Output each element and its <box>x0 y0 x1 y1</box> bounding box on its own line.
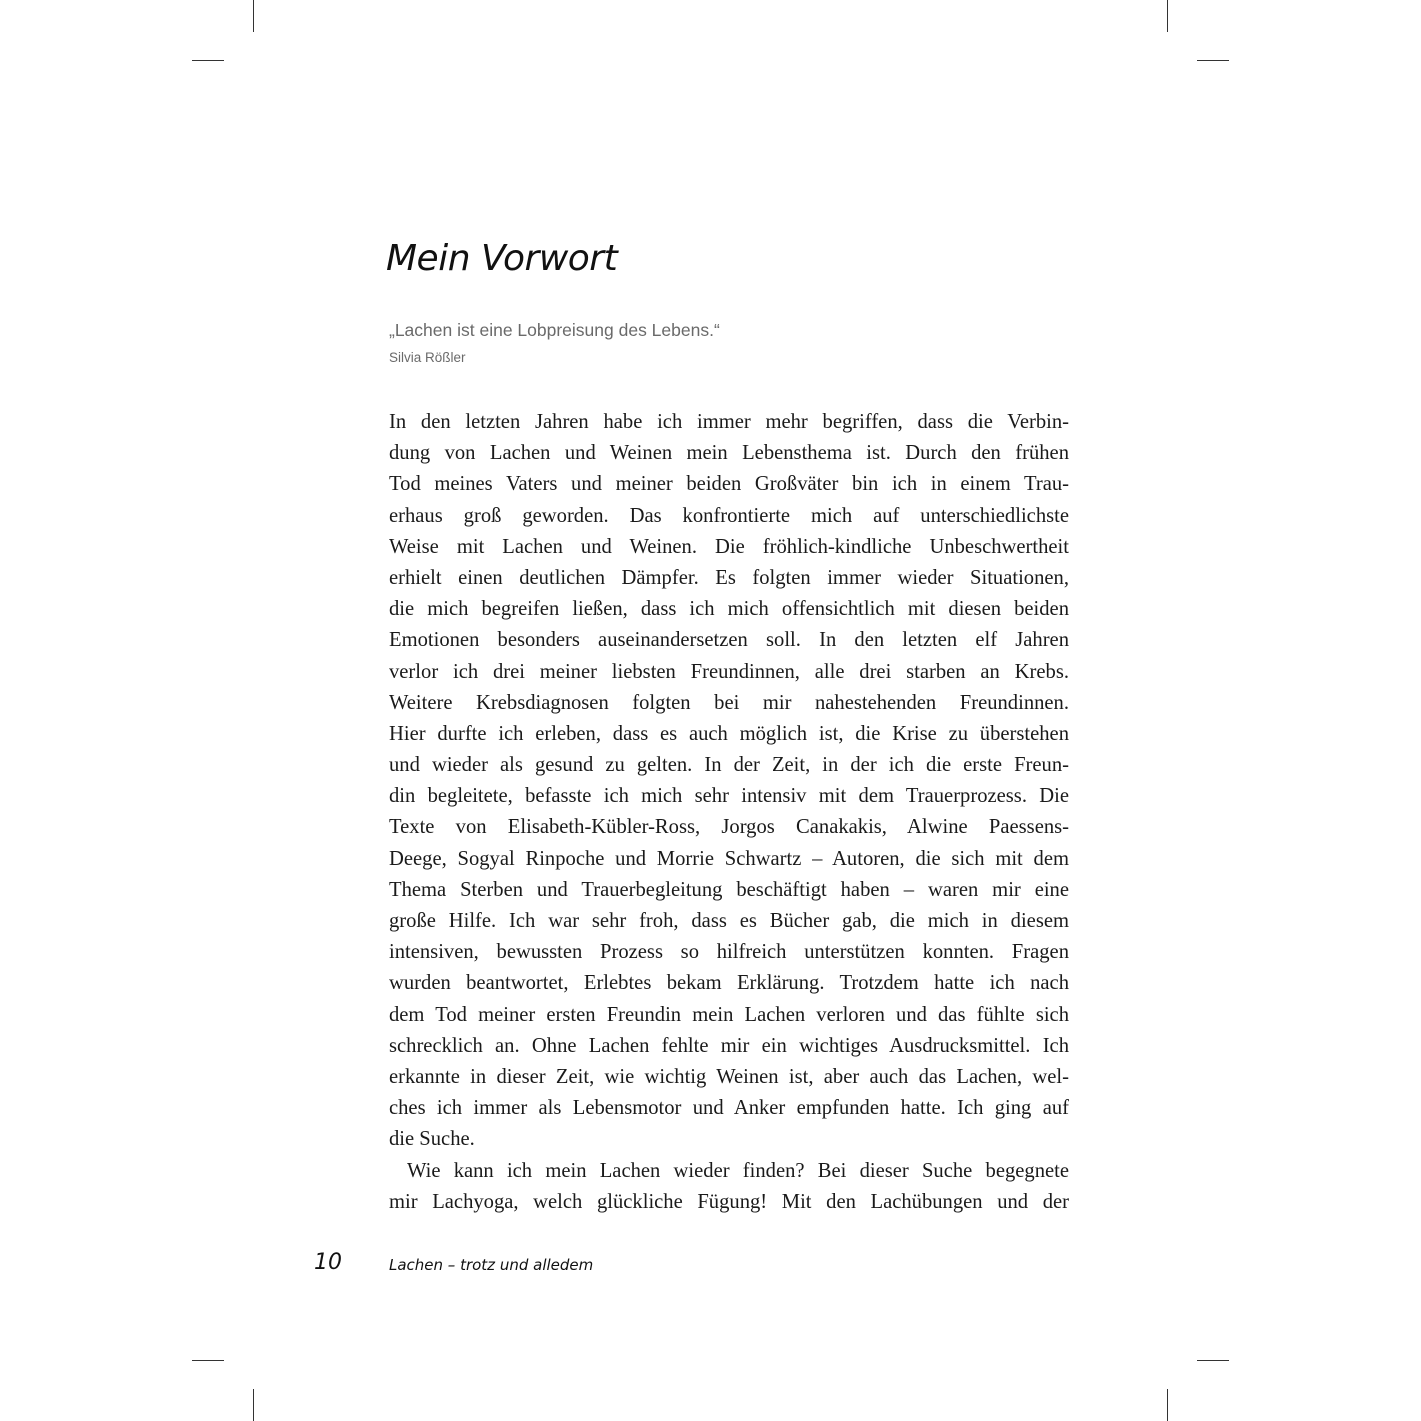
body-line: Thema Sterben und Trauerbegleitung beschäftigt haben – waren mir eine <box>389 878 1069 901</box>
body-line: Wie kann ich mein Lachen wieder finden? Bei dieser Suche begegnete <box>407 1159 1069 1182</box>
body-line: erkannte in dieser Zeit, wie wichtig Weinen ist, aber auch das Lachen, wel- <box>389 1065 1069 1088</box>
page-number: 10 <box>314 1250 342 1275</box>
body-line: Tod meines Vaters und meiner beiden Großväter bin ich in einem Trau- <box>389 473 1069 496</box>
body-line: Weitere Krebsdiagnosen folgten bei mir nahestehenden Freundinnen. <box>389 691 1069 714</box>
epigraph-author: Silvia Rößler <box>389 350 466 365</box>
body-line: erhielt einen deutlichen Dämpfer. Es folgten immer wieder Situationen, <box>389 566 1069 589</box>
page-title: Mein Vorwort <box>386 238 618 279</box>
body-line: Texte von Elisabeth-Kübler-Ross, Jorgos Canakakis, Alwine Paessens- <box>389 816 1069 839</box>
body-line: ches ich immer als Lebensmotor und Anker empfunden hatte. Ich ging auf <box>389 1097 1069 1120</box>
crop-mark-top-right <box>1197 60 1229 61</box>
body-text <box>389 407 1069 1218</box>
crop-mark-bottom-left <box>192 1360 224 1361</box>
body-line: große Hilfe. Ich war sehr froh, dass es Bücher gab, die mich in diesem <box>389 910 1069 932</box>
body-line: Weise mit Lachen und Weinen. Die fröhlich-kindliche Unbeschwertheit <box>389 535 1069 558</box>
body-line: In den letzten Jahren habe ich immer mehr begriffen, dass die Verbin- <box>389 411 1069 433</box>
body-line: dem Tod meiner ersten Freundin mein Lachen verloren und das fühlte sich <box>389 1003 1069 1026</box>
body-line: Deege, Sogyal Rinpoche und Morrie Schwartz – Autoren, die sich mit dem <box>389 847 1069 870</box>
epigraph-quote: „Lachen ist eine Lobpreisung des Lebens.“ <box>389 320 720 340</box>
crop-mark-bottom-right <box>1197 1360 1229 1361</box>
body-line: schrecklich an. Ohne Lachen fehlte mir ein wichtiges Ausdrucksmittel. Ich <box>389 1034 1069 1057</box>
running-footer-title: Lachen – trotz und alledem <box>389 1256 594 1274</box>
body-line: Emotionen besonders auseinandersetzen soll. In den letzten elf Jahren <box>389 629 1069 652</box>
crop-mark-top-left <box>253 0 254 32</box>
body-line: verlor ich drei meiner liebsten Freundinnen, alle drei starben an Krebs. <box>389 660 1069 683</box>
body-line: din begleitete, befasste ich mich sehr intensiv mit dem Trauerprozess. Die <box>389 785 1069 808</box>
crop-mark-top-left <box>192 60 224 61</box>
body-line: intensiven, bewussten Prozess so hilfreich unterstützen konnten. Fragen <box>389 941 1069 964</box>
body-line: und wieder als gesund zu gelten. In der Zeit, in der ich die erste Freun- <box>389 754 1069 777</box>
body-line: die Suche. <box>389 1128 475 1151</box>
body-line: wurden beantwortet, Erlebtes bekam Erklärung. Trotzdem hatte ich nach <box>389 972 1069 995</box>
body-line: dung von Lachen und Weinen mein Lebensthema ist. Durch den frühen <box>389 442 1069 465</box>
body-line: Hier durfte ich erleben, dass es auch möglich ist, die Krise zu überstehen <box>389 722 1069 745</box>
crop-mark-bottom-right <box>1167 1389 1168 1421</box>
body-line: mir Lachyoga, welch glückliche Fügung! Mit den Lachübungen und der <box>389 1190 1069 1213</box>
body-line: die mich begreifen ließen, dass ich mich offensichtlich mit diesen beiden <box>389 598 1069 621</box>
body-line: erhaus groß geworden. Das konfrontierte mich auf unterschiedlichste <box>389 504 1069 527</box>
crop-mark-top-right <box>1167 0 1168 32</box>
crop-mark-bottom-left <box>253 1389 254 1421</box>
